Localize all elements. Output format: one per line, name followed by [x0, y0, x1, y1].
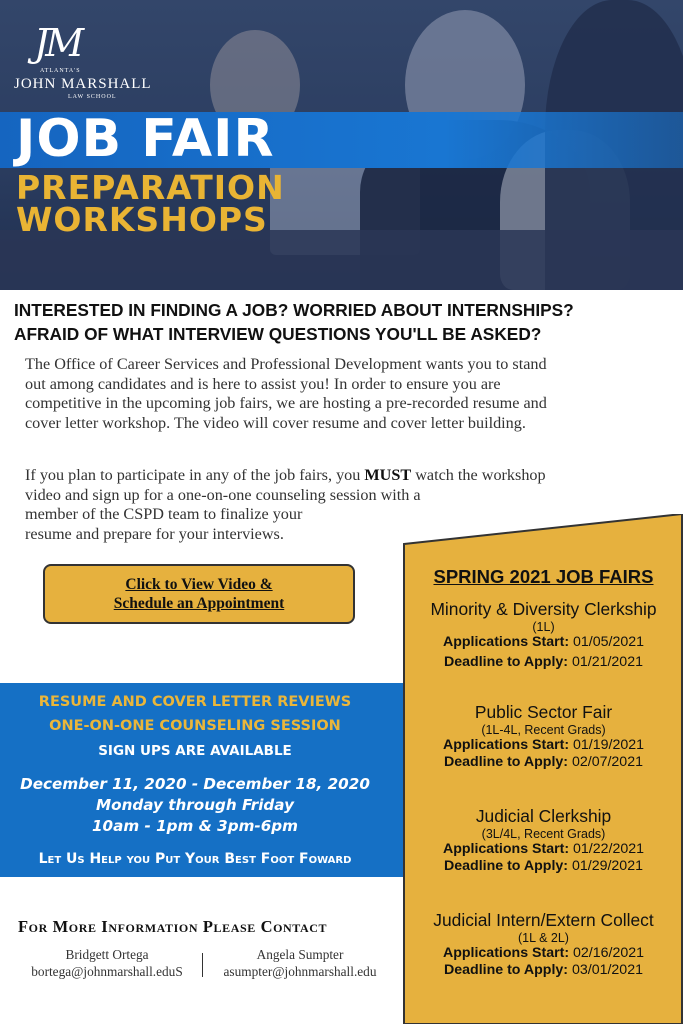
headline-line2: AFRAID OF WHAT INTERVIEW QUESTIONS YOU'LL BE ASKED?: [14, 324, 542, 344]
logo-monogram: JM: [34, 21, 81, 65]
paragraph-line: resume and prepare for your interviews.: [25, 524, 284, 543]
text-run: watch the workshop: [411, 466, 546, 484]
deadline-date: 01/29/2021: [571, 858, 643, 874]
job-fair-item: [404, 910, 683, 979]
contact-heading: For More Information Please Contact: [18, 917, 328, 936]
paragraph-line: cover letter workshop. The video will cover resume and cover letter building.: [25, 413, 526, 432]
deadline-label: Deadline to Apply:: [444, 858, 569, 874]
start-label: Applications Start:: [442, 945, 570, 961]
fair-level: (1L & 2L): [518, 931, 569, 945]
paragraph-line: out among candidates and is here to assist you! In order to ensure you are: [25, 374, 501, 393]
fair-start: [404, 945, 683, 962]
session-days: Monday through Friday: [96, 796, 294, 814]
counseling-title: ONE-ON-ONE COUNSELING SESSION: [49, 718, 341, 734]
fair-name: Judicial Intern/Extern Collect: [433, 910, 654, 930]
contact-name: Angela Sumpter: [256, 947, 344, 962]
fair-deadline: [404, 962, 683, 979]
fair-start: [404, 737, 683, 754]
session-dates: December 11, 2020 - December 18, 2020: [20, 775, 370, 793]
paragraph-line: competitive in the upcoming job fairs, we are hosting a pre-recorded resume and: [25, 394, 547, 413]
deadline-label: Deadline to Apply:: [444, 654, 569, 670]
logo-small-text: ATLANTA'S: [40, 68, 81, 74]
contact-name: Bridgett Ortega: [65, 947, 149, 962]
fair-level: (3L/4L, Recent Grads): [481, 827, 606, 841]
page-title: JOB FAIR: [16, 109, 275, 169]
deadline-date: 03/01/2021: [571, 962, 643, 978]
tagline: Let Us Help you Put Your Best Foot Foward: [38, 851, 352, 867]
fair-start: [404, 634, 683, 651]
session-hours: 10am - 1pm & 3pm-6pm: [91, 817, 298, 835]
reviews-panel: [0, 683, 404, 877]
start-date: 02/16/2021: [573, 945, 645, 961]
school-logo: [14, 21, 164, 100]
job-fairs-title: SPRING 2021 JOB FAIRS: [433, 566, 654, 587]
paragraph-line: [25, 466, 665, 486]
fair-name: Minority & Diversity Clerkship: [430, 599, 657, 619]
fair-deadline: [404, 754, 683, 771]
start-label: Applications Start:: [442, 841, 570, 857]
deadline-date: 01/21/2021: [571, 654, 643, 670]
headline-line1: INTERESTED IN FINDING A JOB? WORRIED ABOUT INTERNSHIPS?: [14, 300, 574, 320]
start-date: 01/05/2021: [573, 634, 645, 650]
fair-level: (1L-4L, Recent Grads): [481, 723, 606, 737]
fair-level: (1L): [532, 620, 555, 634]
contact-email[interactable]: asumpter@johnmarshall.edu: [223, 964, 377, 979]
deadline-date: 02/07/2021: [571, 754, 643, 770]
fair-deadline: [404, 654, 683, 671]
paragraph-line: video and sign up for a one-on-one counseling session with a: [25, 485, 421, 504]
start-date: 01/22/2021: [573, 841, 645, 857]
fair-name: Public Sector Fair: [474, 702, 613, 722]
logo-name: JOHN MARSHALL: [14, 76, 152, 92]
job-fair-item: [404, 702, 683, 771]
fair-deadline: [404, 858, 683, 875]
start-date: 01/19/2021: [573, 737, 645, 753]
view-video-schedule-button[interactable]: [43, 564, 355, 624]
contact-card: [12, 946, 202, 980]
paragraph-line: The Office of Career Services and Professional Development wants you to stand: [25, 355, 547, 373]
fair-name: Judicial Clerkship: [475, 806, 612, 826]
reviews-title: RESUME AND COVER LETTER REVIEWS: [38, 694, 352, 710]
deadline-label: Deadline to Apply:: [444, 962, 569, 978]
job-fair-item: [404, 599, 683, 671]
cta-label-line2: Schedule an Appointment: [113, 595, 285, 612]
paragraph-line: member of the CSPD team to finalize your: [25, 505, 303, 524]
contact-card: [200, 946, 400, 980]
start-label: Applications Start:: [442, 634, 570, 650]
page-subtitle-line2: WORKSHOPS: [16, 200, 268, 239]
contact-email[interactable]: bortega@johnmarshall.eduS: [31, 964, 183, 979]
emphasis-must: MUST: [364, 466, 412, 484]
cta-label-line1: Click to View Video &: [125, 576, 273, 593]
job-fair-item: [404, 806, 683, 875]
hero-photo-table: [0, 230, 683, 290]
start-label: Applications Start:: [442, 737, 570, 753]
intro-headline: [14, 298, 674, 346]
fair-start: [404, 841, 683, 858]
signups-text: SIGN UPS ARE AVAILABLE: [98, 743, 292, 759]
intro-paragraph-1: [25, 355, 655, 433]
page-subtitle-line1: PREPARATION: [16, 168, 285, 207]
text-run: If you plan to participate in any of the job fairs, you: [25, 466, 365, 484]
logo-subtitle: LAW SCHOOL: [68, 94, 117, 100]
deadline-label: Deadline to Apply:: [444, 754, 569, 770]
